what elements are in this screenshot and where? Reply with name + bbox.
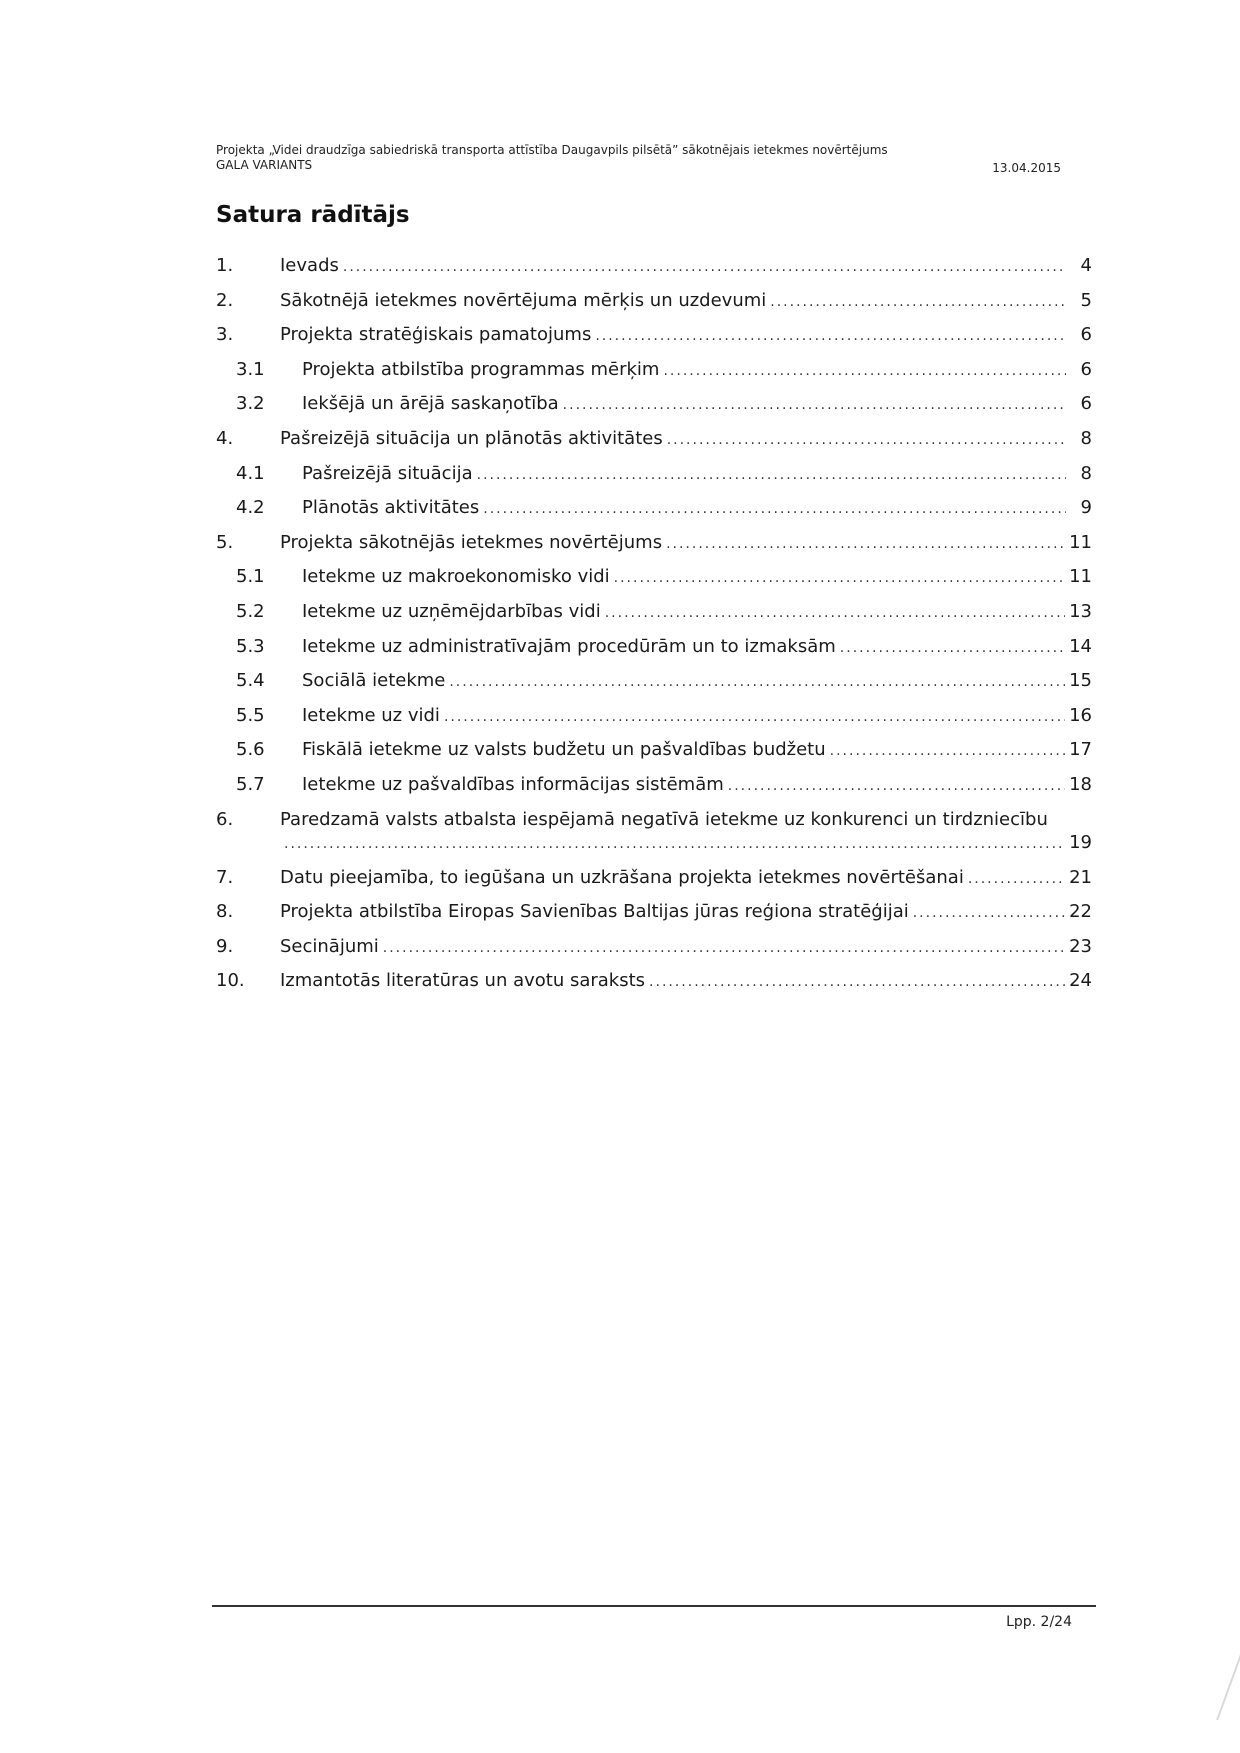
toc-entry[interactable] <box>216 324 1092 359</box>
toc-entry-page: 4 <box>1080 255 1092 276</box>
toc-subentry[interactable] <box>216 393 1092 428</box>
toc-entry-page: 17 <box>1069 739 1092 761</box>
toc-entry-page: 6 <box>1080 393 1092 415</box>
toc-leader-dots <box>649 974 1065 990</box>
toc-subentry[interactable] <box>216 497 1092 532</box>
toc-entry-title: Ietekme uz vidi <box>302 704 440 726</box>
toc-entry-number: 5.4 <box>236 670 265 692</box>
toc-entry-page: 13 <box>1069 600 1092 622</box>
table-of-contents <box>216 255 1092 1005</box>
toc-entry-number: 1. <box>216 255 234 276</box>
toc-subentry[interactable] <box>216 601 1092 636</box>
toc-leader-dots <box>284 836 1065 852</box>
header-second-line <box>216 158 1061 176</box>
toc-entry[interactable] <box>216 901 1092 936</box>
toc-entry-number: 4.1 <box>236 462 265 484</box>
toc-entry-number: 3.2 <box>236 393 265 415</box>
toc-entry[interactable] <box>216 867 1092 902</box>
toc-subentry[interactable] <box>216 636 1092 671</box>
toc-entry[interactable] <box>216 290 1092 325</box>
toc-entry-number: 6. <box>216 808 234 830</box>
toc-entry-page: 16 <box>1069 704 1092 726</box>
toc-entry-page: 19 <box>1069 831 1092 853</box>
toc-leader-dots <box>840 640 1065 656</box>
toc-entry-page: 8 <box>1080 462 1092 484</box>
toc-entry-number: 5.5 <box>236 704 265 726</box>
toc-leader-dots <box>563 397 1066 413</box>
toc-leader-dots <box>614 570 1065 586</box>
toc-entry-number: 5.7 <box>236 773 265 795</box>
toc-entry-number: 5.1 <box>236 566 265 588</box>
toc-entry-title: Ietekme uz uzņēmējdarbības vidi <box>302 600 601 622</box>
toc-entry-title: Projekta sākotnējās ietekmes novērtējums <box>280 531 663 553</box>
toc-entry-page: 22 <box>1069 901 1092 923</box>
toc-entry-title: Sociālā ietekme <box>302 670 446 692</box>
toc-title: Satura rādītājs <box>216 202 410 228</box>
toc-leader-dots <box>383 940 1065 956</box>
toc-entry-page: 6 <box>1080 358 1092 380</box>
toc-subentry[interactable] <box>216 566 1092 601</box>
toc-entry[interactable] <box>216 970 1092 1005</box>
toc-entry-number: 5. <box>216 531 234 553</box>
toc-entry-page: 18 <box>1069 773 1092 795</box>
toc-leader-dots <box>667 432 1066 448</box>
toc-entry-title: Secinājumi <box>280 935 379 957</box>
toc-entry-page: 11 <box>1069 566 1092 588</box>
toc-entry-page: 21 <box>1069 866 1092 888</box>
toc-subentry[interactable] <box>216 705 1092 740</box>
toc-entry-number: 5.2 <box>236 600 265 622</box>
toc-entry-number: 9. <box>216 935 234 957</box>
toc-leader-dots <box>449 674 1065 690</box>
toc-subentry[interactable] <box>216 463 1092 498</box>
toc-leader-dots <box>968 871 1065 887</box>
toc-leader-dots <box>913 905 1065 921</box>
toc-entry-title: Ietekme uz makroekonomisko vidi <box>302 566 610 588</box>
toc-entry-number: 5.6 <box>236 739 265 761</box>
toc-entry-page: 8 <box>1080 427 1092 449</box>
toc-entry[interactable] <box>216 532 1092 567</box>
toc-leader-dots <box>477 467 1066 483</box>
toc-entry-number: 8. <box>216 901 234 923</box>
toc-entry-number: 2. <box>216 289 234 311</box>
scan-artifact <box>1216 1600 1240 1720</box>
toc-entry-page: 14 <box>1069 635 1092 657</box>
toc-entry-number: 7. <box>216 866 234 888</box>
toc-entry-title: Projekta atbilstība programmas mērķim <box>302 358 660 380</box>
toc-entry[interactable] <box>216 428 1092 463</box>
toc-entry-title: Paredzamā valsts atbalsta iespējamā negatīvā ietekme uz konkurenci un tirdzniecību <box>280 808 1048 830</box>
toc-entry-number: 4.2 <box>236 497 265 519</box>
toc-entry-page: 24 <box>1069 970 1092 992</box>
toc-entry-title: Projekta atbilstība Eiropas Savienības Baltijas jūras reģiona stratēģijai <box>280 901 909 923</box>
toc-entry-number: 10. <box>216 970 245 992</box>
toc-entry-number: 4. <box>216 427 234 449</box>
toc-leader-dots <box>770 294 1066 310</box>
toc-leader-dots <box>728 778 1065 794</box>
header-date: 13.04.2015 <box>992 161 1061 175</box>
header-project-title: Projekta „Videi draudzīga sabiedriskā transporta attīstība Daugavpils pilsētā” sākotnējais ietekmes novērtējums <box>216 143 888 157</box>
toc-entry-title: Iekšējā un ārējā saskaņotība <box>302 393 559 415</box>
toc-entry-title: Datu pieejamība, to iegūšana un uzkrāšana projekta ietekmes novērtēšanai <box>280 866 964 888</box>
toc-subentry[interactable] <box>216 670 1092 705</box>
page-header <box>216 143 1061 176</box>
toc-entry-title: Pašreizējā situācija <box>302 462 473 484</box>
toc-leader-dots <box>605 605 1065 621</box>
footer-page-number: Lpp. 2/24 <box>1006 1614 1072 1630</box>
toc-entry-title: Sākotnējā ietekmes novērtējuma mērķis un uzdevumi <box>280 289 767 311</box>
header-version: GALA VARIANTS <box>216 158 313 172</box>
toc-entry[interactable] <box>216 809 1092 867</box>
toc-entry-page: 9 <box>1080 497 1092 519</box>
toc-entry-title: Projekta stratēģiskais pamatojums <box>280 324 592 346</box>
toc-leader-dots <box>343 259 1066 275</box>
toc-entry-page: 6 <box>1080 324 1092 346</box>
toc-subentry[interactable] <box>216 774 1092 809</box>
toc-leader-dots <box>663 363 1066 379</box>
toc-entry[interactable] <box>216 255 1092 290</box>
toc-leader-dots <box>830 743 1065 759</box>
footer-divider <box>212 1605 1096 1607</box>
toc-entry-title: Fiskālā ietekme uz valsts budžetu un pašvaldības budžetu <box>302 739 826 761</box>
toc-leader-dots <box>666 536 1065 552</box>
toc-entry-number: 3. <box>216 324 234 346</box>
toc-subentry[interactable] <box>216 739 1092 774</box>
toc-entry-number: 5.3 <box>236 635 265 657</box>
toc-entry-title: Izmantotās literatūras un avotu saraksts <box>280 970 646 992</box>
toc-entry-title: Pašreizējā situācija un plānotās aktivitātes <box>280 427 663 449</box>
toc-entry-number: 3.1 <box>236 358 265 380</box>
toc-leader-dots <box>483 501 1066 517</box>
toc-entry-title: Ietekme uz pašvaldības informācijas sistēmām <box>302 773 724 795</box>
toc-entry-title: Ietekme uz administratīvajām procedūrām un to izmaksām <box>302 635 836 657</box>
toc-leader-dots <box>444 709 1065 725</box>
toc-entry-page: 11 <box>1069 531 1092 553</box>
toc-entry-title: Plānotās aktivitātes <box>302 497 480 519</box>
toc-entry-page: 15 <box>1069 670 1092 692</box>
toc-entry-page: 5 <box>1080 289 1092 311</box>
toc-entry-title: Ievads <box>280 255 339 276</box>
toc-subentry[interactable] <box>216 359 1092 394</box>
toc-entry[interactable] <box>216 936 1092 971</box>
toc-leader-dots <box>595 328 1066 344</box>
toc-entry-page: 23 <box>1069 935 1092 957</box>
